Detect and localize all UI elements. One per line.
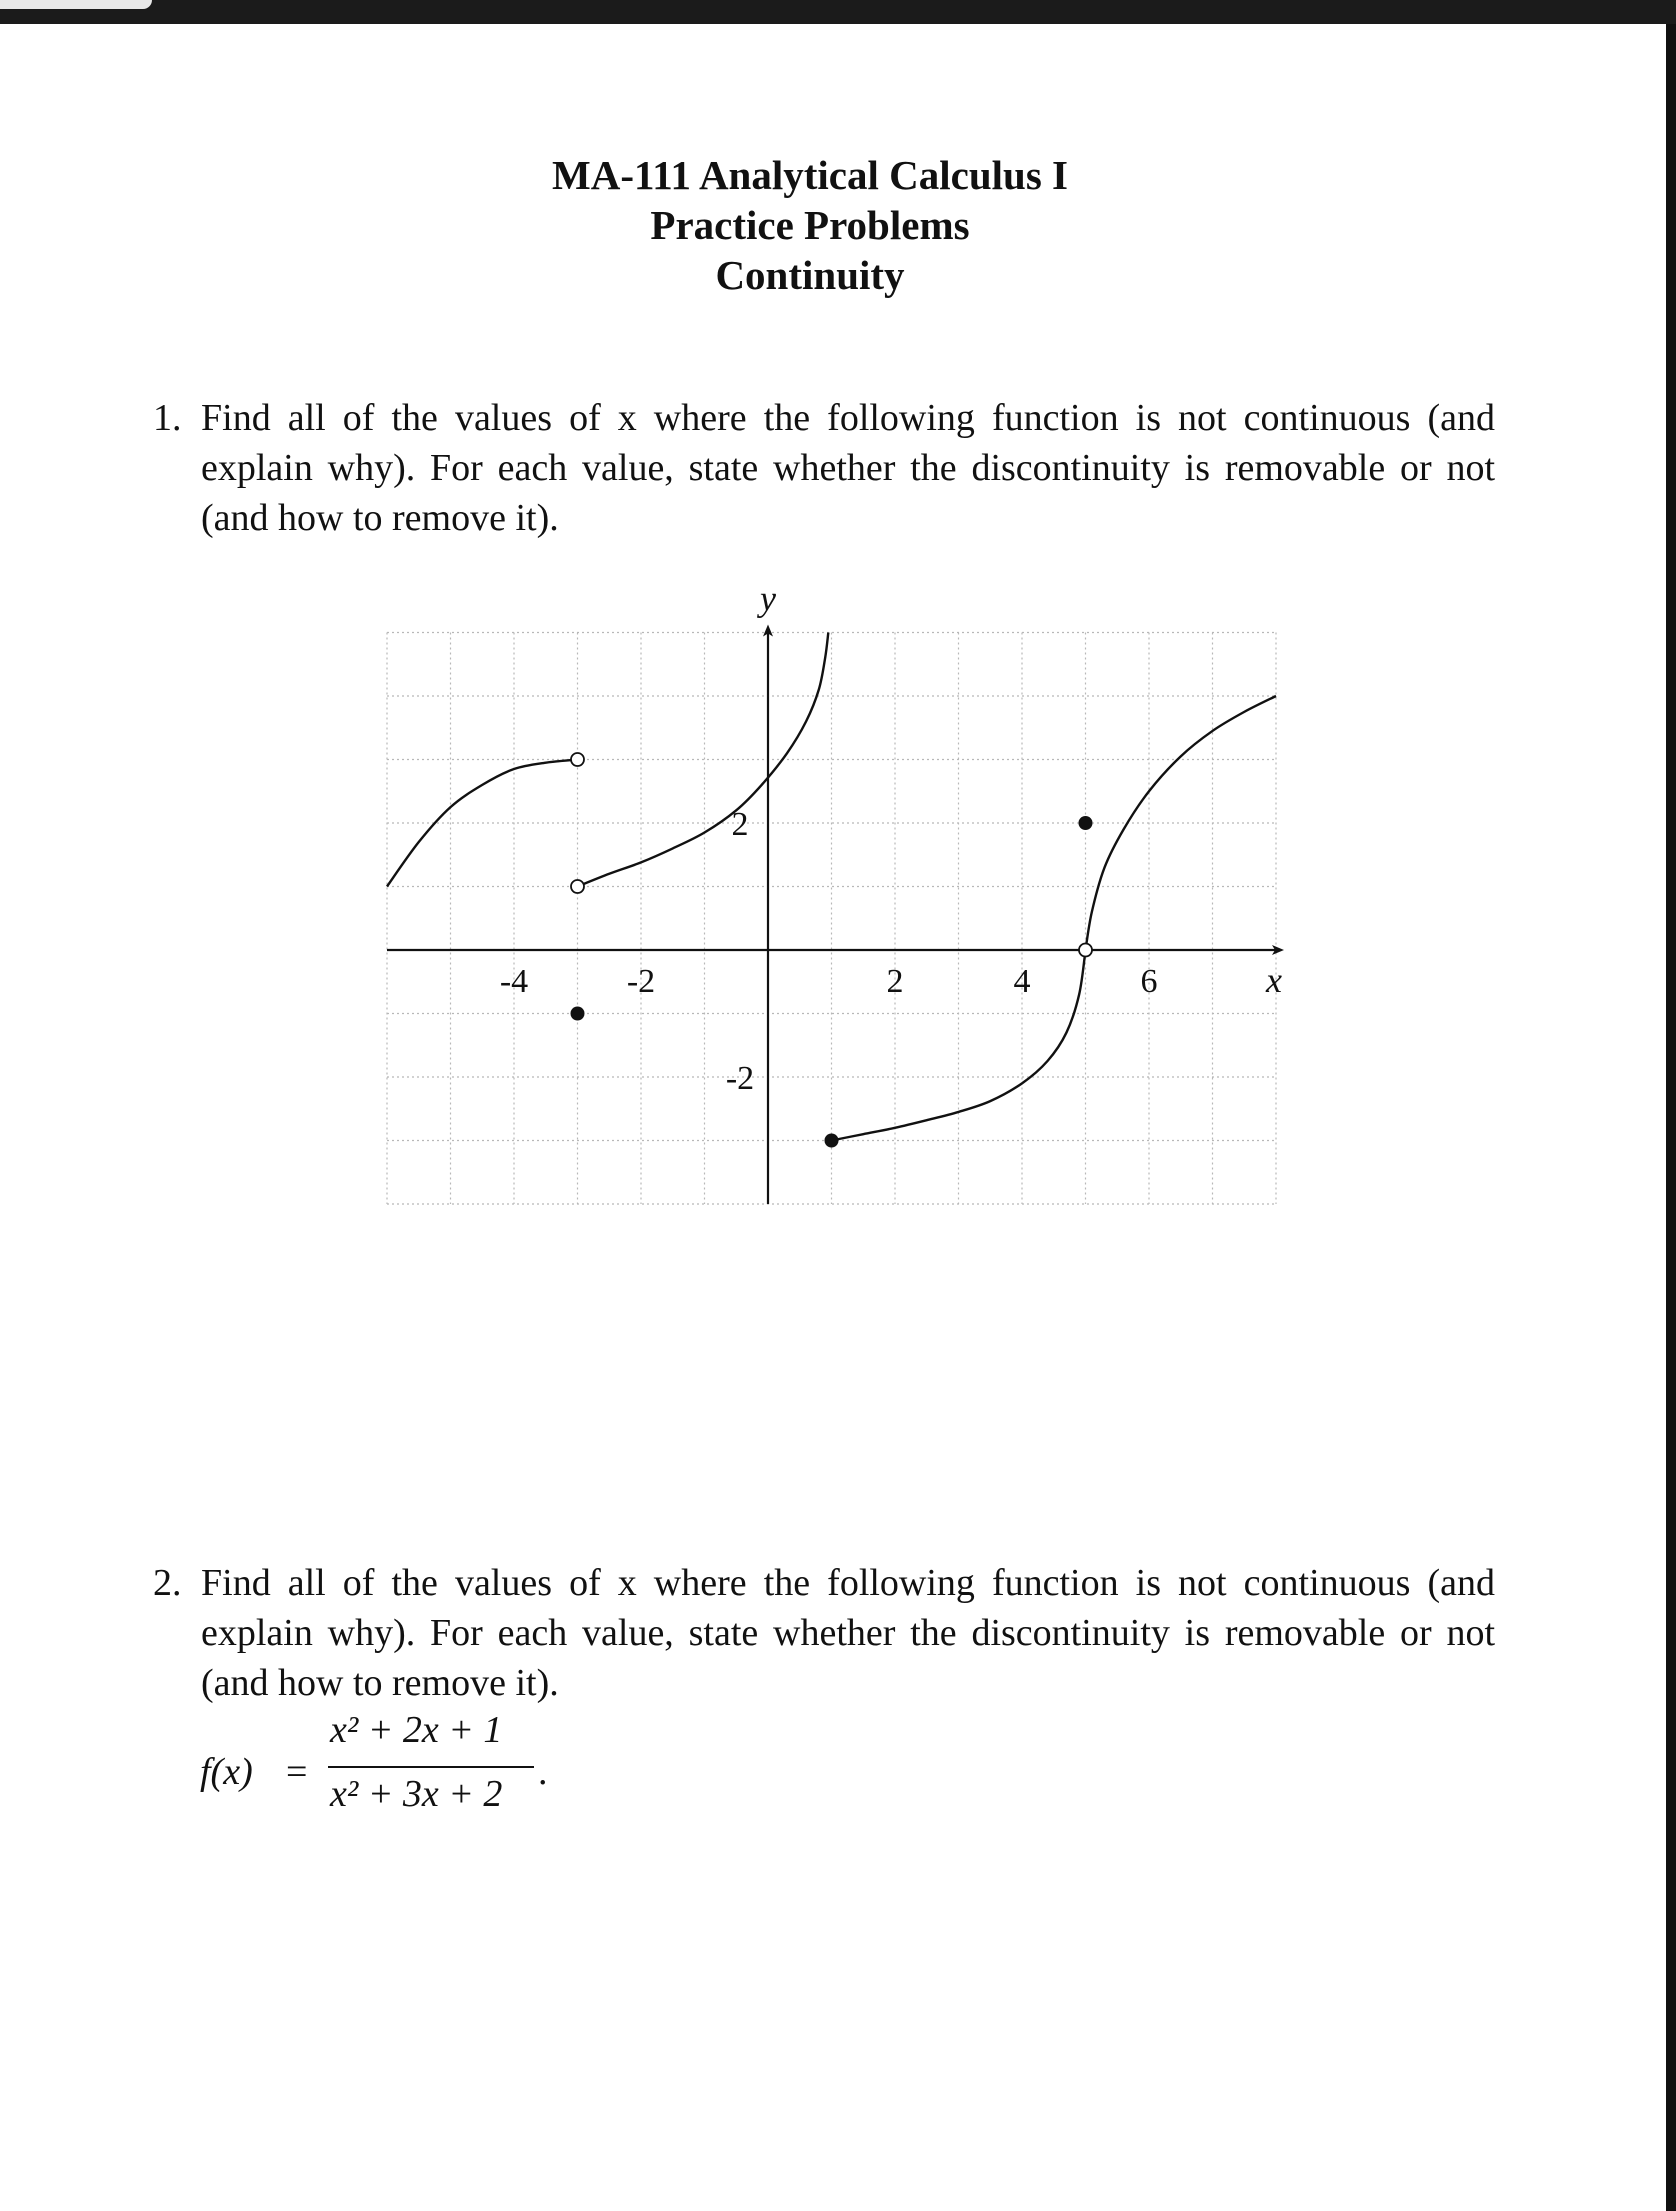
y-axis-label: y [760, 578, 776, 619]
course-title: MA-111 Analytical Calculus I [552, 152, 1068, 198]
document-subtitle: Practice Problems [650, 202, 970, 248]
x-tick-label: 4 [1013, 963, 1031, 1000]
closed-point [1079, 816, 1093, 830]
formula-terminator: . [538, 1751, 548, 1793]
fraction-bar [328, 1766, 534, 1768]
open-point [571, 753, 584, 766]
formula-lhs: f(x) [200, 1751, 253, 1793]
problem-text: Find all of the values of x where the following function is not continuous (and explain why). For each value, state whether the discontinuity is removable or not (and how to remove it). [201, 1562, 1495, 1704]
problem-text: Find all of the values of x where the following function is not continuous (and explain why). For each value, state whether the discontinuity is removable or not (and how to remove it). [201, 397, 1495, 539]
formula-numerator: x² + 2x + 1 [330, 1709, 503, 1751]
x-tick-label: 6 [1140, 963, 1158, 1000]
y-tick-label: -2 [725, 1060, 755, 1097]
function-formula [200, 1708, 600, 1828]
graph-grid [387, 633, 1276, 1205]
closed-point [825, 1134, 839, 1148]
formula-equals: = [286, 1751, 308, 1793]
graph-labels [500, 579, 1282, 1098]
closed-point [571, 1007, 585, 1021]
x-tick-label: -4 [499, 963, 529, 1000]
formula-denominator: x² + 3x + 2 [330, 1773, 503, 1815]
y-tick-label: 2 [731, 806, 749, 843]
open-point [1079, 944, 1092, 957]
x-tick-label: 2 [886, 963, 904, 1000]
x-tick-label: -2 [626, 963, 656, 1000]
x-axis-label: x [1266, 960, 1282, 1000]
open-point [571, 880, 584, 893]
problem-2 [155, 1558, 1495, 1708]
problem-number: 1. [153, 397, 182, 439]
document-topic: Continuity [715, 252, 905, 298]
problem-number: 2. [153, 1562, 182, 1604]
